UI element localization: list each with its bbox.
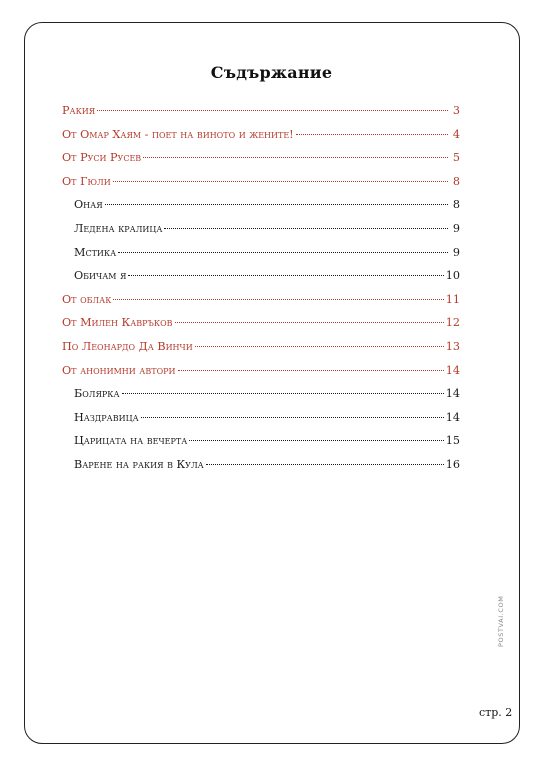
toc-entry-page-number: 14 xyxy=(445,410,460,424)
toc-dot-leader xyxy=(189,440,443,441)
toc-entry-label: Ракия xyxy=(62,104,96,117)
toc-entry-page-number: 10 xyxy=(445,269,460,283)
toc-dot-leader xyxy=(113,299,443,300)
toc-entry-page-number: 9 xyxy=(452,245,460,259)
toc-dot-leader xyxy=(113,181,448,182)
toc-entry-label: От анонимни автори xyxy=(62,363,176,377)
toc-dot-leader xyxy=(118,252,448,253)
toc-entry-page-number: 13 xyxy=(445,339,460,353)
toc-entry-label: Мстика xyxy=(74,245,117,259)
toc-entry[interactable] xyxy=(62,193,460,217)
page-number: стр. 2 xyxy=(479,706,513,719)
toc-dot-leader xyxy=(164,228,448,229)
toc-entry[interactable] xyxy=(62,146,460,170)
toc-dot-leader xyxy=(105,204,448,205)
toc-dot-leader xyxy=(296,134,448,135)
toc-entry[interactable] xyxy=(62,288,460,312)
toc-dot-leader xyxy=(175,322,444,323)
toc-entry-page-number: 4 xyxy=(452,127,460,141)
toc-entry-label: Болярка xyxy=(74,387,120,401)
toc-dot-leader xyxy=(128,275,443,276)
toc-entry-page-number: 14 xyxy=(445,363,460,377)
toc-entry[interactable] xyxy=(62,382,460,406)
toc-entry-page-number: 9 xyxy=(452,221,460,235)
toc-entry[interactable] xyxy=(62,264,460,288)
toc-entry-label: Оная xyxy=(74,198,103,212)
toc-entry-page-number: 3 xyxy=(452,104,460,117)
toc-entry-label: От облак xyxy=(62,292,112,306)
toc-entry[interactable] xyxy=(62,406,460,430)
toc-entry[interactable] xyxy=(62,99,460,123)
toc-entry-page-number: 11 xyxy=(445,292,460,306)
toc-entry-page-number: 5 xyxy=(452,151,460,165)
toc-entry-page-number: 14 xyxy=(445,387,460,401)
toc-entry-label: Обичам я xyxy=(74,269,127,283)
toc-entry[interactable] xyxy=(62,429,460,453)
toc-entry-label: От Омар Хаям - поет на виното и жените! xyxy=(62,127,294,141)
toc-entry[interactable] xyxy=(62,123,460,147)
toc-entry-label: Царицата на вечерта xyxy=(74,434,188,448)
toc-entry-label: От Руси Русев xyxy=(62,151,142,165)
toc-entry-label: Варене на ракия в Кула xyxy=(74,457,204,471)
toc-dot-leader xyxy=(97,110,448,111)
toc-entry-page-number: 15 xyxy=(445,434,460,448)
toc-entry[interactable] xyxy=(62,359,460,383)
toc-entry[interactable] xyxy=(62,453,460,477)
toc-entry[interactable] xyxy=(62,241,460,265)
toc-dot-leader xyxy=(206,464,444,465)
toc-dot-leader xyxy=(122,393,444,394)
toc-entry-page-number: 8 xyxy=(452,174,460,188)
toc-dot-leader xyxy=(195,346,444,347)
toc-dot-leader xyxy=(143,157,448,158)
table-of-contents xyxy=(62,99,460,477)
toc-entry[interactable] xyxy=(62,335,460,359)
toc-entry-page-number: 8 xyxy=(452,198,460,212)
toc-entry[interactable] xyxy=(62,217,460,241)
toc-entry-label: От Гюли xyxy=(62,174,111,188)
watermark-text: POSTVAI.COM xyxy=(497,595,505,647)
toc-entry-page-number: 16 xyxy=(445,457,460,471)
toc-entry-page-number: 12 xyxy=(445,316,460,330)
toc-entry-label: Ледена кралица xyxy=(74,221,163,235)
toc-entry[interactable] xyxy=(62,311,460,335)
toc-entry-label: Наздравица xyxy=(74,410,139,424)
toc-dot-leader xyxy=(178,370,444,371)
toc-dot-leader xyxy=(141,417,444,418)
toc-title: Съдържание xyxy=(210,63,333,82)
toc-entry-label: От Милен Кавръков xyxy=(62,316,173,330)
toc-entry-label: По Леонардо Да Винчи xyxy=(62,339,193,353)
toc-entry[interactable] xyxy=(62,170,460,194)
